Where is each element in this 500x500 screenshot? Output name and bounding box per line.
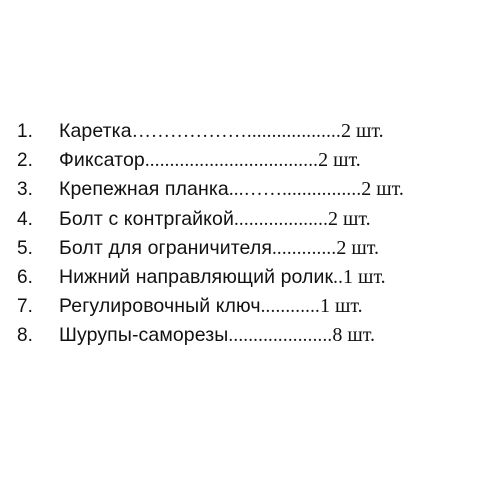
list-item	[17, 208, 497, 237]
item-quantity: 2 шт.	[328, 207, 371, 230]
item-quantity: 8 шт.	[332, 324, 376, 347]
item-quantity: 1 шт.	[320, 295, 363, 318]
item-name: Нижний направляющий ролик	[59, 265, 334, 288]
item-name: Болт для ограничителя	[59, 236, 272, 259]
item-number: 6.	[17, 266, 33, 288]
item-quantity: 2 шт.	[318, 149, 361, 172]
item-name: Фиксатор	[59, 149, 145, 172]
dot-leader: .............	[271, 237, 337, 259]
list-item	[17, 120, 497, 149]
dot-leader: ............	[260, 296, 320, 318]
item-name: Каретка	[59, 120, 132, 142]
item-quantity: 2 шт.	[340, 120, 384, 142]
item-name: Регулировочный ключ	[59, 295, 261, 318]
parts-list	[17, 120, 497, 354]
list-item	[17, 237, 497, 266]
list-item	[17, 178, 497, 207]
list-item	[17, 266, 497, 295]
item-name: Болт с контргайкой	[59, 207, 234, 230]
dot-leader: ..	[333, 266, 344, 288]
list-item	[17, 149, 497, 178]
item-name: Крепежная планка	[59, 178, 229, 201]
item-quantity: 2 шт.	[336, 236, 379, 259]
item-number: 2.	[17, 150, 33, 172]
item-number: 7.	[17, 296, 33, 318]
dot-leader: ...................	[233, 208, 329, 230]
dot-leader: ...................................	[144, 150, 319, 172]
item-name: Шурупы-саморезы	[59, 324, 229, 347]
item-number: 5.	[17, 237, 33, 259]
item-number: 8.	[17, 325, 33, 347]
item-number: 4.	[17, 208, 33, 230]
item-number: 1.	[17, 121, 33, 142]
dot-leader: ………………...................	[131, 121, 341, 142]
list-item	[17, 324, 497, 353]
dot-leader: ...……................	[228, 179, 362, 201]
item-quantity: 2 шт.	[361, 178, 404, 201]
item-quantity: 1 шт.	[343, 265, 386, 288]
item-number: 3.	[17, 179, 33, 201]
list-item	[17, 295, 497, 324]
dot-leader: .....................	[228, 325, 333, 347]
